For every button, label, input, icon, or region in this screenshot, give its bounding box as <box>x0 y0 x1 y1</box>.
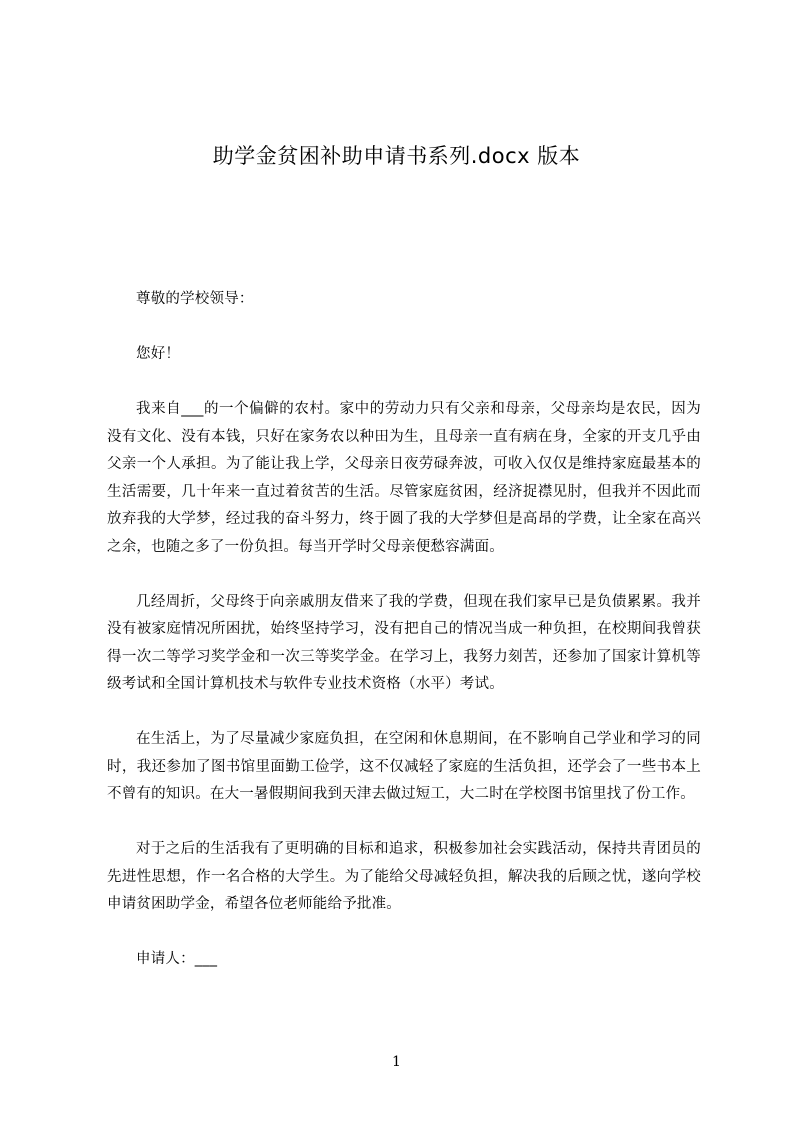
greeting: 您好！ <box>136 346 181 362</box>
paragraph-2: 几经周折，父母终于向亲戚朋友借来了我的学费，但现在我们家早已是负债累累。我并没有被家庭情况所困扰，始终坚持学习，没有把自己的情况当成一种负担，在校期间我曾获得一次二等学习奖学金和一次三等奖学金。在学习上，我努力刻苦，还参加了国家计算机等级考试和全国计算机技术与软件专业技术资格（水平）考试。 <box>107 593 701 692</box>
applicant-line: 申请人：___ <box>136 951 218 967</box>
page-number: 1 <box>392 1054 401 1070</box>
document-title: 助学金贫困补助申请书系列.docx 版本 <box>212 144 581 168</box>
document-body <box>107 286 701 1001</box>
paragraph-1: 我来自___的一个偏僻的农村。家中的劳动力只有父亲和母亲，父母亲均是农民，因为没有文化、没有本钱，只好在家务农以种田为生，且母亲一直有病在身，全家的开支几乎由父亲一个人承担。为了能让我上学，父母亲日夜劳碌奔波，可收入仅仅是维持家庭最基本的生活需要，几十年来一直过着贫苦的生活。尽管家庭贫困，经济捉襟见肘，但我并不因此而放弃我的大学梦，经过我的奋斗努力，终于圆了我的大学梦但是高昂的学费，让全家在高兴之余，也随之多了一份负担。每当开学时父母亲便愁容满面。 <box>107 401 701 555</box>
salutation: 尊敬的学校领导： <box>136 291 254 307</box>
paragraph-3: 在生活上，为了尽量减少家庭负担，在空闲和休息期间，在不影响自己学业和学习的同时，我还参加了图书馆里面勤工俭学，这不仅减轻了家庭的生活负担，还学会了一些书本上不曾有的知识。在大一暑假期间我到天津去做过短工，大二时在学校图书馆里找了份工作。 <box>107 731 701 802</box>
paragraph-4: 对于之后的生活我有了更明确的目标和追求，积极参加社会实践活动，保持共青团员的先进性思想，作一名合格的大学生。为了能给父母减轻负担，解决我的后顾之忧，遂向学校申请贫困助学金，希望各位老师能给予批准。 <box>107 841 701 912</box>
